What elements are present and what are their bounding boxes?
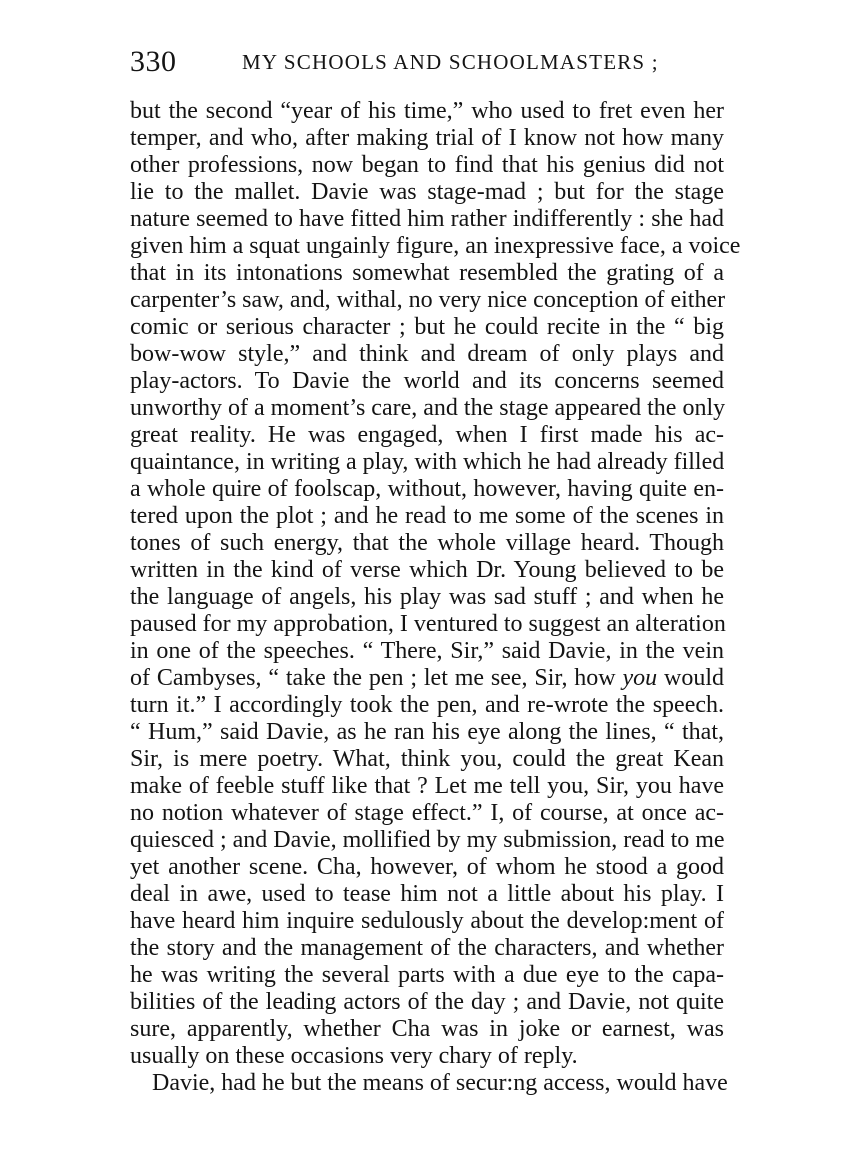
text-line: paused for my approbation, I ventured to suggest an alteration [130,611,726,637]
paragraph-end-line: usually on these occasions very chary of reply. [130,1043,578,1069]
running-title: MY SCHOOLS AND SCHOOLMASTERS ; [242,50,659,74]
text-line: in one of the speeches. “ There, Sir,” said Davie, in the vein [130,638,724,664]
text-line: great reality. He was engaged, when I first made his ac- [130,422,724,448]
text-segment: of Cambyses, “ take the pen ; let me see, Sir, how [130,665,623,691]
text-line: but the second “year of his time,” who used to fret even her [130,98,724,124]
text-line: bow-wow style,” and think and dream of only plays and [130,341,724,367]
text-line: that in its intonations somewhat resembled the grating of a [130,260,724,286]
italic-word: you [622,665,658,691]
text-line: turn it.” I accordingly took the pen, and re-wrote the speech. [130,692,724,718]
text-line: yet another scene. Cha, however, of whom he stood a good [130,854,724,880]
text-line: tones of such energy, that the whole village heard. Though [130,530,724,556]
text-line: quiesced ; and Davie, mollified by my submission, read to me [130,827,725,853]
text-line: given him a squat ungainly figure, an inexpressive face, a voice [130,233,741,259]
text-line: lie to the mallet. Davie was stage-mad ; but for the stage [130,179,724,205]
running-head [130,40,730,84]
text-line: a whole quire of foolscap, without, however, having quite en- [130,476,724,502]
text-line: quaintance, in writing a play, with which he had already filled [130,449,725,475]
text-line: other professions, now began to find that his genius did not [130,152,724,178]
text-line: make of feeble stuff like that ? Let me tell you, Sir, you have [130,773,724,799]
text-line: have heard him inquire sedulously about the develop:ment of [130,908,724,934]
text-segment: would [657,665,725,691]
text-line: tered upon the plot ; and he read to me some of the scenes in [130,503,724,529]
text-line: nature seemed to have fitted him rather indifferently : she had [130,206,724,232]
text-line: he was writing the several parts with a due eye to the capa- [130,962,724,988]
text-line: deal in awe, used to tease him not a little about his play. I [130,881,724,907]
text-line: carpenter’s saw, and, withal, no very nice conception of either [130,287,726,313]
text-line: the language of angels, his play was sad stuff ; and when he [130,584,724,610]
text-line: comic or serious character ; but he could recite in the “ big [130,314,724,340]
text-line: unworthy of a moment’s care, and the stage appeared the only [130,395,726,421]
text-line: bilities of the leading actors of the day ; and Davie, not quite [130,989,724,1015]
text-line: no notion whatever of stage effect.” I, of course, at once ac- [130,800,724,826]
body-text [130,98,741,1097]
page-number: 330 [130,45,177,78]
paragraph-start-line: Davie, had he but the means of secur:ng access, would have [152,1070,728,1096]
text-line-with-italic [130,665,724,692]
text-line: “ Hum,” said Davie, as he ran his eye along the lines, “ that, [130,719,724,745]
text-line: temper, and who, after making trial of I know not how many [130,125,724,151]
text-line: the story and the management of the characters, and whether [130,935,724,961]
text-line: play-actors. To Davie the world and its concerns seemed [130,368,724,394]
text-line: Sir, is mere poetry. What, think you, could the great Kean [130,746,724,772]
text-line: sure, apparently, whether Cha was in joke or earnest, was [130,1016,724,1042]
text-line: written in the kind of verse which Dr. Young believed to be [130,557,724,583]
